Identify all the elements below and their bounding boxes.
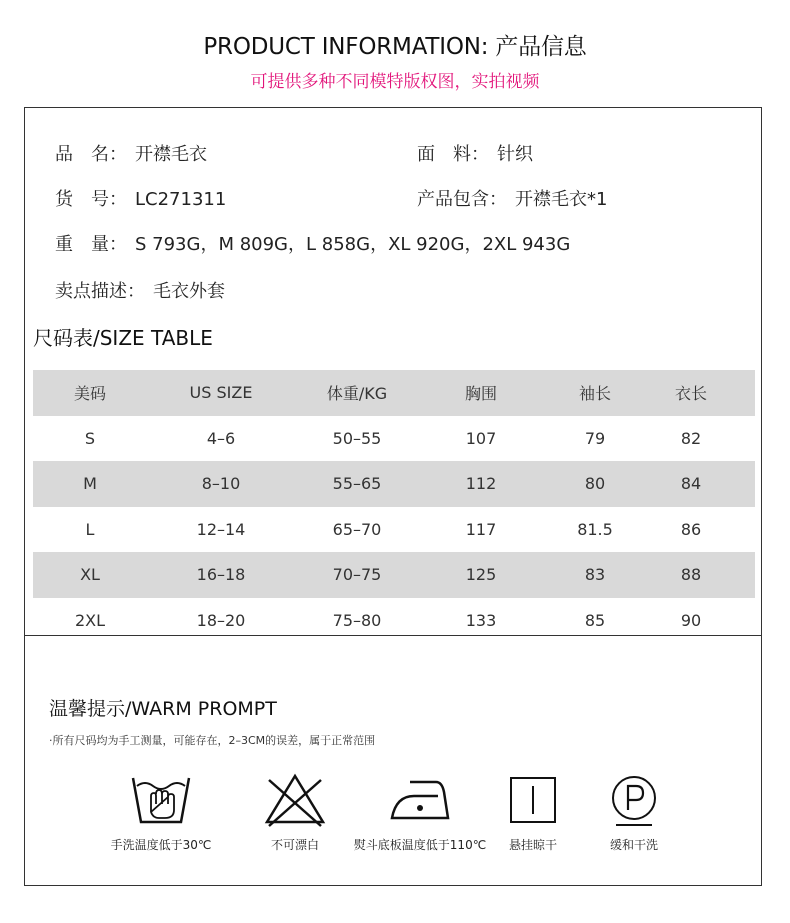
table-cell: 18–20 bbox=[196, 610, 246, 630]
care-item bbox=[235, 772, 355, 853]
care-item bbox=[485, 772, 581, 853]
info-weight-row bbox=[55, 230, 570, 256]
table-cell: 2XL bbox=[74, 610, 106, 630]
table-cell: 4–6 bbox=[206, 428, 236, 448]
section-divider bbox=[25, 635, 761, 636]
table-row bbox=[33, 461, 755, 507]
includes-label: 产品包含： bbox=[417, 189, 507, 210]
care-item bbox=[91, 772, 231, 853]
table-cell: 112 bbox=[465, 474, 497, 494]
care-label: 悬挂晾干 bbox=[508, 838, 557, 852]
iron-icon bbox=[388, 772, 452, 828]
table-cell: 50–55 bbox=[332, 428, 382, 448]
table-cell: 65–70 bbox=[332, 519, 382, 539]
warm-prompt-heading: 温馨提示/WARM PROMPT bbox=[49, 698, 277, 720]
table-cell: L bbox=[85, 519, 95, 539]
table-row bbox=[33, 552, 755, 598]
col-header: 袖长 bbox=[578, 384, 611, 404]
table-cell: 88 bbox=[680, 565, 702, 585]
selling-value: 毛衣外套 bbox=[153, 281, 225, 302]
sku-label: 货 号： bbox=[55, 189, 127, 210]
table-cell: 16–18 bbox=[196, 565, 246, 585]
table-cell: 84 bbox=[680, 474, 702, 494]
table-cell: 70–75 bbox=[332, 565, 382, 585]
table-cell: 83 bbox=[584, 565, 606, 585]
info-selling-row bbox=[55, 277, 225, 303]
table-cell: 86 bbox=[680, 519, 702, 539]
care-label: 手洗温度低于30℃ bbox=[110, 838, 212, 852]
product-info-frame bbox=[24, 107, 762, 886]
col-header: 胸围 bbox=[464, 384, 497, 404]
size-table-header bbox=[33, 370, 755, 416]
hand-wash-icon bbox=[129, 772, 193, 828]
table-cell: 80 bbox=[584, 474, 606, 494]
includes-value: 开襟毛衣*1 bbox=[515, 189, 608, 210]
table-cell: 133 bbox=[465, 610, 497, 630]
weight-value: S 793G，M 809G，L 858G，XL 920G，2XL 943G bbox=[135, 234, 571, 255]
care-label: 不可漂白 bbox=[270, 838, 319, 852]
table-row bbox=[33, 507, 755, 553]
page-subtitle: 可提供多种不同模特版权图，实拍视频 bbox=[250, 72, 540, 92]
col-header: 衣长 bbox=[674, 384, 707, 404]
table-cell: 12–14 bbox=[196, 519, 246, 539]
hang-dry-icon bbox=[501, 772, 565, 828]
col-header: 体重/KG bbox=[326, 384, 388, 404]
care-item bbox=[589, 772, 679, 853]
size-table-heading: 尺码表/SIZE TABLE bbox=[33, 326, 213, 350]
info-sku-row bbox=[55, 185, 226, 211]
sku-value: LC271311 bbox=[135, 189, 227, 210]
table-cell: 90 bbox=[680, 610, 702, 630]
table-cell: 79 bbox=[584, 428, 606, 448]
table-cell: XL bbox=[80, 565, 100, 585]
care-item bbox=[345, 772, 495, 853]
info-includes-row bbox=[417, 185, 607, 211]
table-cell: M bbox=[83, 474, 97, 494]
table-cell: 82 bbox=[680, 428, 702, 448]
weight-label: 重 量： bbox=[55, 234, 127, 255]
table-cell: 85 bbox=[584, 610, 606, 630]
col-header: 美码 bbox=[73, 384, 106, 404]
table-cell: S bbox=[84, 428, 96, 448]
name-label: 品 名： bbox=[55, 144, 127, 165]
fabric-label: 面 料： bbox=[417, 144, 489, 165]
selling-label: 卖点描述： bbox=[55, 281, 145, 302]
care-label: 熨斗底板温度低于110℃ bbox=[353, 838, 487, 852]
col-header: US SIZE bbox=[189, 383, 253, 403]
dry-clean-p-icon bbox=[602, 772, 666, 828]
table-cell: 75–80 bbox=[332, 610, 382, 630]
info-fabric-row bbox=[417, 140, 533, 166]
name-value: 开襟毛衣 bbox=[135, 144, 207, 165]
size-table bbox=[33, 370, 755, 643]
page-title: PRODUCT INFORMATION: 产品信息 bbox=[203, 34, 587, 60]
table-cell: 107 bbox=[465, 428, 497, 448]
table-cell: 8–10 bbox=[201, 474, 241, 494]
table-cell: 81.5 bbox=[577, 519, 613, 539]
care-label: 缓和干洗 bbox=[609, 838, 658, 852]
warm-prompt-note: ·所有尺码均为手工测量，可能存在，2–3CM的误差，属于正常范围 bbox=[49, 734, 376, 747]
table-row bbox=[33, 416, 755, 462]
table-cell: 125 bbox=[465, 565, 497, 585]
fabric-value: 针织 bbox=[497, 144, 533, 165]
table-cell: 55–65 bbox=[332, 474, 382, 494]
table-cell: 117 bbox=[465, 519, 497, 539]
info-name-row bbox=[55, 140, 207, 166]
no-bleach-icon bbox=[263, 772, 327, 828]
table-row bbox=[33, 598, 755, 644]
